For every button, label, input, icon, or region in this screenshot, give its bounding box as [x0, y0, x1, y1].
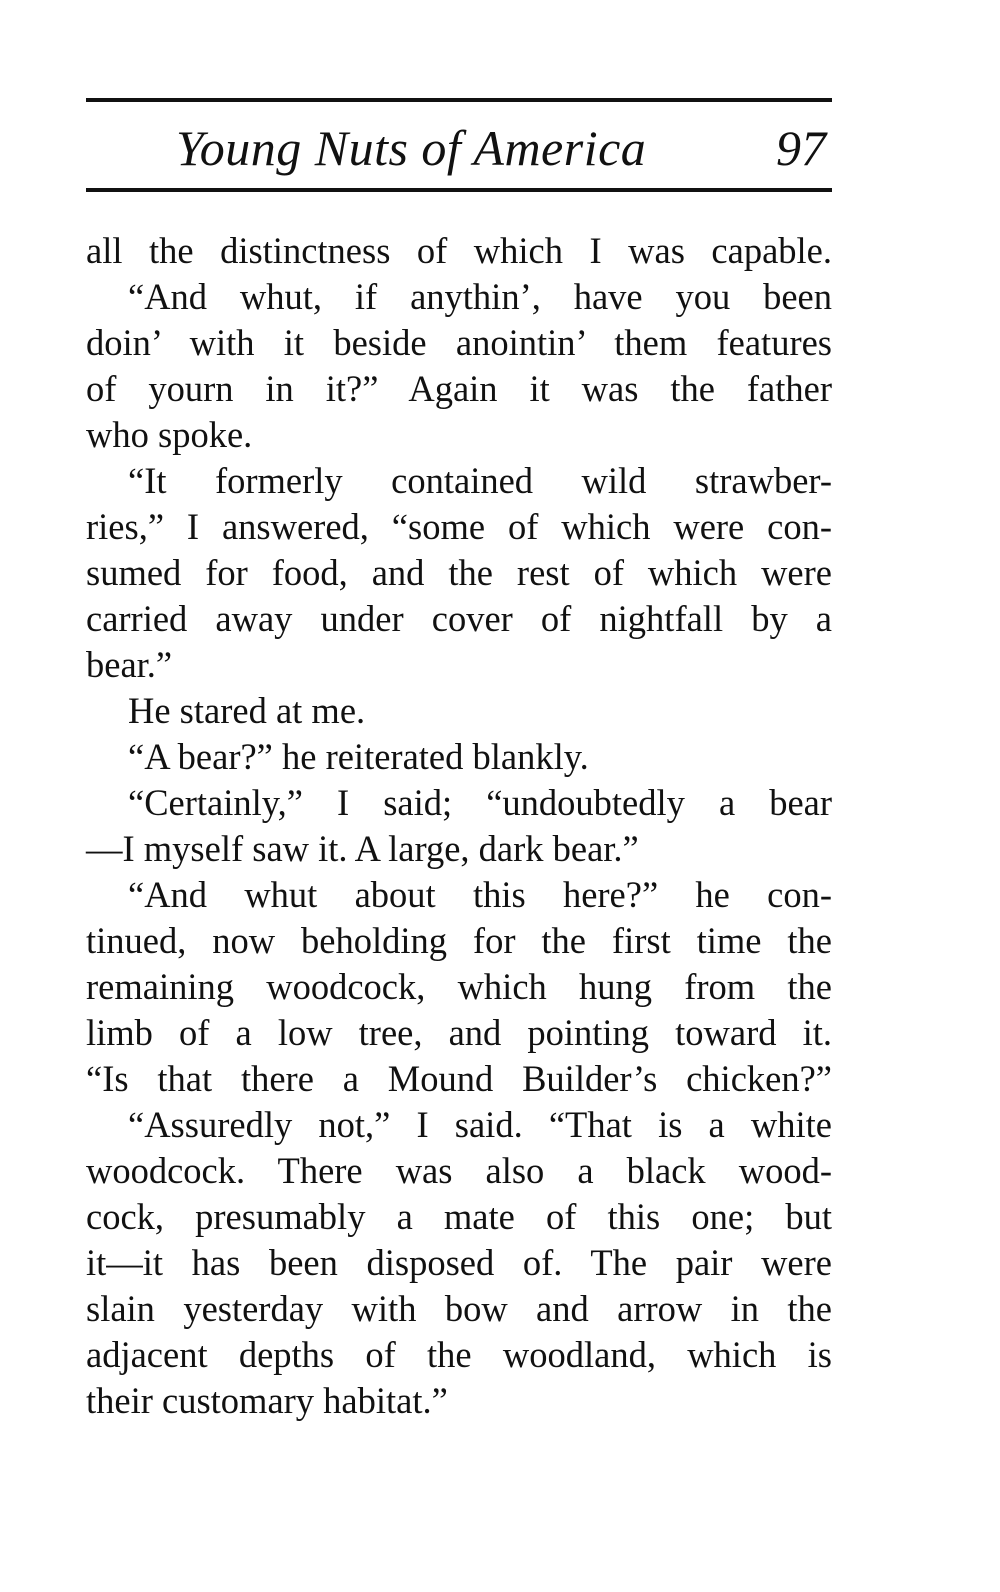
- text-line: who spoke.: [86, 414, 253, 455]
- text-line: it—it has been disposed of. The pair were: [86, 1242, 832, 1283]
- text-line: woodcock. There was also a black wood-: [86, 1150, 832, 1191]
- running-head: [86, 112, 832, 182]
- text-line: their customary habitat.”: [86, 1380, 448, 1421]
- text-line: slain yesterday with bow and arrow in the: [86, 1288, 832, 1329]
- text-line: “And whut about this here?” he con-: [128, 874, 832, 915]
- header-bottom-rule: [86, 188, 832, 192]
- text-line: sumed for food, and the rest of which were: [86, 552, 832, 593]
- running-title: Young Nuts of America: [176, 120, 647, 176]
- text-line: remaining woodcock, which hung from the: [86, 966, 832, 1007]
- text-line: limb of a low tree, and pointing toward it.: [86, 1012, 832, 1053]
- text-line: —I myself saw it. A large, dark bear.”: [86, 828, 639, 869]
- text-line: “Is that there a Mound Builder’s chicken?”: [86, 1058, 832, 1099]
- text-line: bear.”: [86, 644, 173, 685]
- text-line: adjacent depths of the woodland, which is: [86, 1334, 832, 1375]
- text-line: carried away under cover of nightfall by a: [86, 598, 832, 639]
- body-text: [86, 228, 832, 1424]
- text-line: “And whut, if anythin’, have you been: [128, 276, 832, 317]
- text-line: “Assuredly not,” I said. “That is a white: [128, 1104, 832, 1145]
- text-line: ries,” I answered, “some of which were con-: [86, 506, 832, 547]
- text-line: tinued, now beholding for the first time the: [86, 920, 832, 961]
- text-line: cock, presumably a mate of this one; but: [86, 1196, 832, 1237]
- text-line: all the distinctness of which I was capable.: [86, 230, 832, 271]
- header-top-rule: [86, 98, 832, 102]
- text-line: “A bear?” he reiterated blankly.: [128, 736, 589, 777]
- text-line: of yourn in it?” Again it was the father: [86, 368, 832, 409]
- text-line: doin’ with it beside anointin’ them features: [86, 322, 832, 363]
- text-line: “It formerly contained wild strawber-: [128, 460, 832, 501]
- text-line: “Certainly,” I said; “undoubtedly a bear: [128, 782, 832, 823]
- page-number: 97: [776, 120, 826, 176]
- text-line: He stared at me.: [128, 690, 366, 731]
